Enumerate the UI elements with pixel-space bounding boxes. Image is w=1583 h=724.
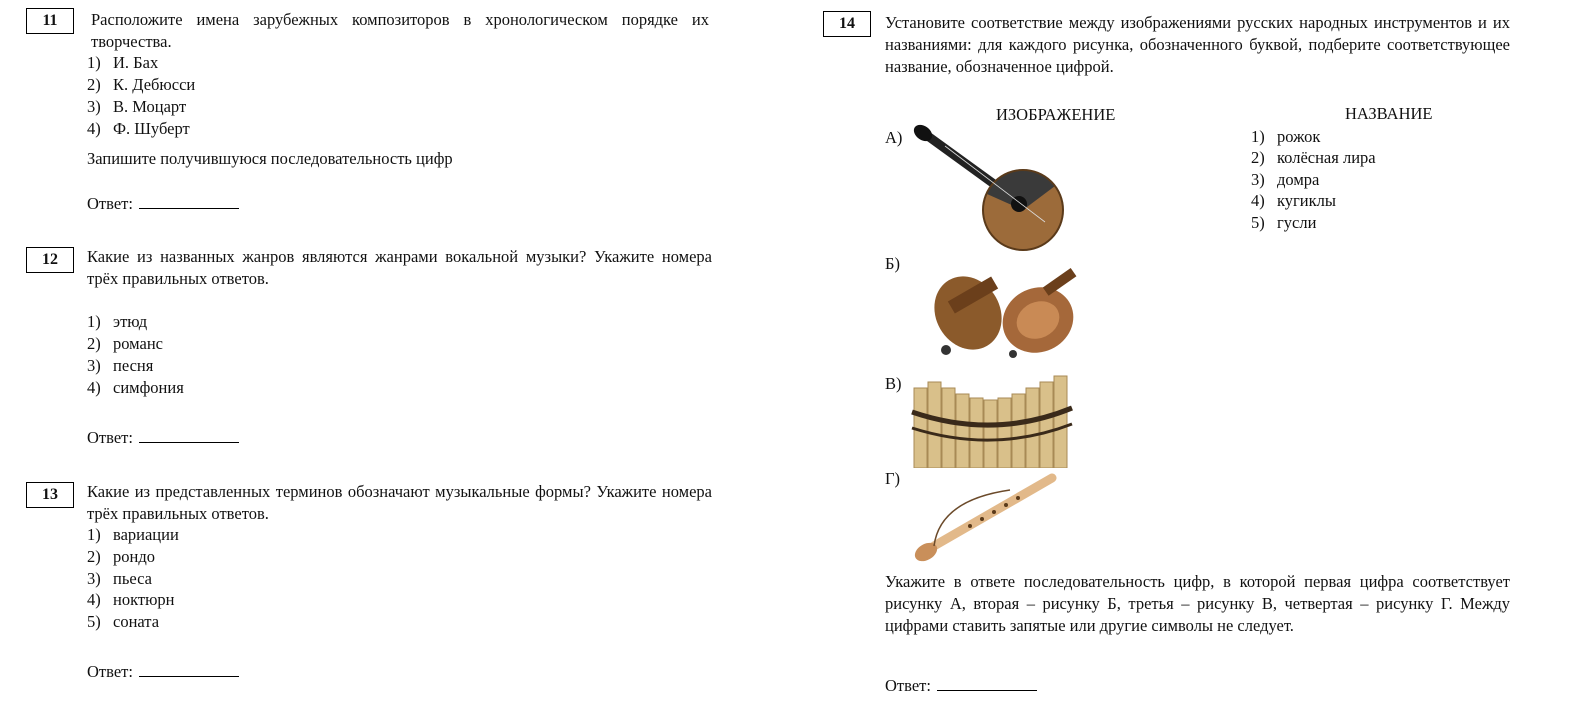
option-number: 2) xyxy=(87,75,101,94)
question-text-12: Какие из названных жанров являются жанрами вокальной музыки? Укажите номера трёх правильных ответов. xyxy=(87,247,712,288)
name-option-1 xyxy=(1251,126,1320,148)
option-number: 3) xyxy=(87,569,101,588)
option-12-3 xyxy=(87,355,153,377)
option-11-1 xyxy=(87,52,158,74)
answer-13[interactable] xyxy=(87,660,239,683)
option-number: 4) xyxy=(1251,191,1265,210)
instruction-14: Укажите в ответе последовательность цифр, в которой первая цифра соответствует рисунку А, вторая – рисунку Б, третья – рисунку В, четвертая – рисунку Г. Между цифрами ставить запятые или другие символы не следует. xyxy=(885,572,1510,635)
answer-line[interactable] xyxy=(139,426,239,443)
rozhok-picture xyxy=(910,470,1062,564)
option-number: 4) xyxy=(87,590,101,609)
option-label: гусли xyxy=(1277,213,1317,232)
option-label: домра xyxy=(1277,170,1320,189)
option-12-4 xyxy=(87,377,184,399)
option-label: романс xyxy=(113,334,163,353)
option-label: песня xyxy=(113,356,154,375)
option-number: 1) xyxy=(87,312,101,331)
option-number: 1) xyxy=(1251,127,1265,146)
option-13-5 xyxy=(87,611,159,633)
option-number: 2) xyxy=(87,334,101,353)
hurdy-gurdy-picture xyxy=(918,258,1083,368)
question-number-11: 11 xyxy=(26,8,74,34)
option-number: 3) xyxy=(1251,170,1265,189)
option-label: колёсная лира xyxy=(1277,148,1376,167)
name-option-3 xyxy=(1251,169,1319,191)
question-number-12: 12 xyxy=(26,247,74,273)
option-number: 1) xyxy=(87,53,101,72)
answer-label: Ответ: xyxy=(87,194,133,213)
option-number: 3) xyxy=(87,97,101,116)
option-label: К. Дебюсси xyxy=(113,75,196,94)
option-label: соната xyxy=(113,612,160,631)
option-number: 1) xyxy=(87,525,101,544)
answer-line[interactable] xyxy=(937,674,1037,691)
option-number: 4) xyxy=(87,378,101,397)
answer-12[interactable] xyxy=(87,426,239,449)
answer-line[interactable] xyxy=(139,192,239,209)
option-11-3 xyxy=(87,96,186,118)
option-label: симфония xyxy=(113,378,184,397)
domra-picture xyxy=(905,120,1075,252)
option-13-1 xyxy=(87,524,179,546)
question-number-13: 13 xyxy=(26,482,74,508)
question-number-14: 14 xyxy=(823,11,871,37)
option-11-4 xyxy=(87,118,190,140)
option-label: вариации xyxy=(113,525,179,544)
name-option-4 xyxy=(1251,190,1336,212)
image-letter-b: Б) xyxy=(885,254,900,273)
option-label: И. Бах xyxy=(113,53,159,72)
question-text-14: Установите соответствие между изображениями русских народных инструментов и их названиями: для каждого рисунка, обозначенного буквой, подберите соответствующее название, обозначенное цифрой. xyxy=(885,13,1510,76)
image-letter-v: В) xyxy=(885,374,902,393)
option-number: 2) xyxy=(1251,148,1265,167)
option-13-3 xyxy=(87,568,152,590)
name-option-2 xyxy=(1251,147,1376,169)
option-label: рондо xyxy=(113,547,155,566)
answer-14[interactable] xyxy=(885,674,1037,697)
answer-11[interactable] xyxy=(87,192,239,215)
column-header-name: НАЗВАНИЕ xyxy=(1345,104,1433,123)
option-13-4 xyxy=(87,589,175,611)
answer-label: Ответ: xyxy=(87,428,133,447)
instruction-11: Запишите получившуюся последовательность цифр xyxy=(87,149,453,168)
answer-label: Ответ: xyxy=(885,676,931,695)
option-label: пьеса xyxy=(113,569,152,588)
option-label: рожок xyxy=(1277,127,1321,146)
option-number: 2) xyxy=(87,547,101,566)
question-text-13: Какие из представленных терминов обозначают музыкальные формы? Укажите номера трёх правильных ответов. xyxy=(87,482,712,523)
question-text-11: Расположите имена зарубежных композиторов в хронологическом порядке их творчества. xyxy=(91,10,709,51)
option-number: 3) xyxy=(87,356,101,375)
option-label: кугиклы xyxy=(1277,191,1336,210)
option-label: В. Моцарт xyxy=(113,97,187,116)
name-option-5 xyxy=(1251,212,1316,234)
answer-line[interactable] xyxy=(139,660,239,677)
option-number: 5) xyxy=(87,612,101,631)
option-13-2 xyxy=(87,546,155,568)
option-11-2 xyxy=(87,74,195,96)
image-letter-a: А) xyxy=(885,128,903,147)
option-label: этюд xyxy=(113,312,148,331)
option-number: 4) xyxy=(87,119,101,138)
kugikly-picture xyxy=(910,368,1078,468)
option-number: 5) xyxy=(1251,213,1265,232)
option-label: Ф. Шуберт xyxy=(113,119,190,138)
answer-label: Ответ: xyxy=(87,662,133,681)
image-letter-g: Г) xyxy=(885,469,901,488)
option-12-2 xyxy=(87,333,163,355)
column-header-image: ИЗОБРАЖЕНИЕ xyxy=(996,105,1116,124)
option-label: ноктюрн xyxy=(113,590,175,609)
option-12-1 xyxy=(87,311,147,333)
